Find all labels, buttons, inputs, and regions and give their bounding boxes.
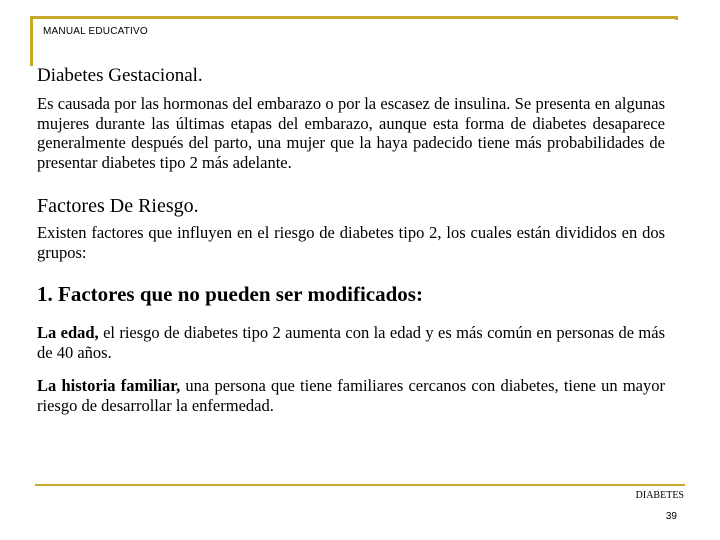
footer-rule xyxy=(35,484,685,486)
footer-label: DIABETES xyxy=(635,490,684,501)
header-label: MANUAL EDUCATIVO xyxy=(43,26,148,37)
paragraph-risk-factors: Existen factores que influyen en el riesgo de diabetes tipo 2, los cuales están divididos en dos grupos: xyxy=(37,223,665,262)
header-rule xyxy=(30,16,678,19)
header-rule-end xyxy=(675,16,678,20)
heading-non-modifiable-factors: 1. Factores que no pueden ser modificados: xyxy=(37,282,423,306)
header-rule-vertical xyxy=(30,16,33,66)
heading-gestational-diabetes: Diabetes Gestacional. xyxy=(37,65,203,86)
text-family-history: una persona que tiene familiares cercanos con diabetes, tiene un mayor riesgo de desarrollar la enfermedad. xyxy=(37,376,665,415)
term-age: La edad, xyxy=(37,323,99,342)
term-family-history: La historia familiar, xyxy=(37,376,181,395)
page-content xyxy=(37,64,665,415)
page-number: 39 xyxy=(665,511,677,522)
list-item-family-history xyxy=(37,376,665,415)
paragraph-gestational-diabetes: Es causada por las hormonas del embarazo o por la escasez de insulina. Se presenta en algunas mujeres durante las últimas etapas del embarazo, aunque esta forma de diabetes desaparece generalmente después del parto, una mujer que la haya padecido tiene más probabilidades de presentar diabetes tipo 2 más adelante. xyxy=(37,94,665,172)
list-item-age xyxy=(37,323,665,362)
text-age: el riesgo de diabetes tipo 2 aumenta con la edad y es más común en personas de más de 40 años. xyxy=(37,323,665,362)
heading-risk-factors: Factores De Riesgo. xyxy=(37,195,199,217)
